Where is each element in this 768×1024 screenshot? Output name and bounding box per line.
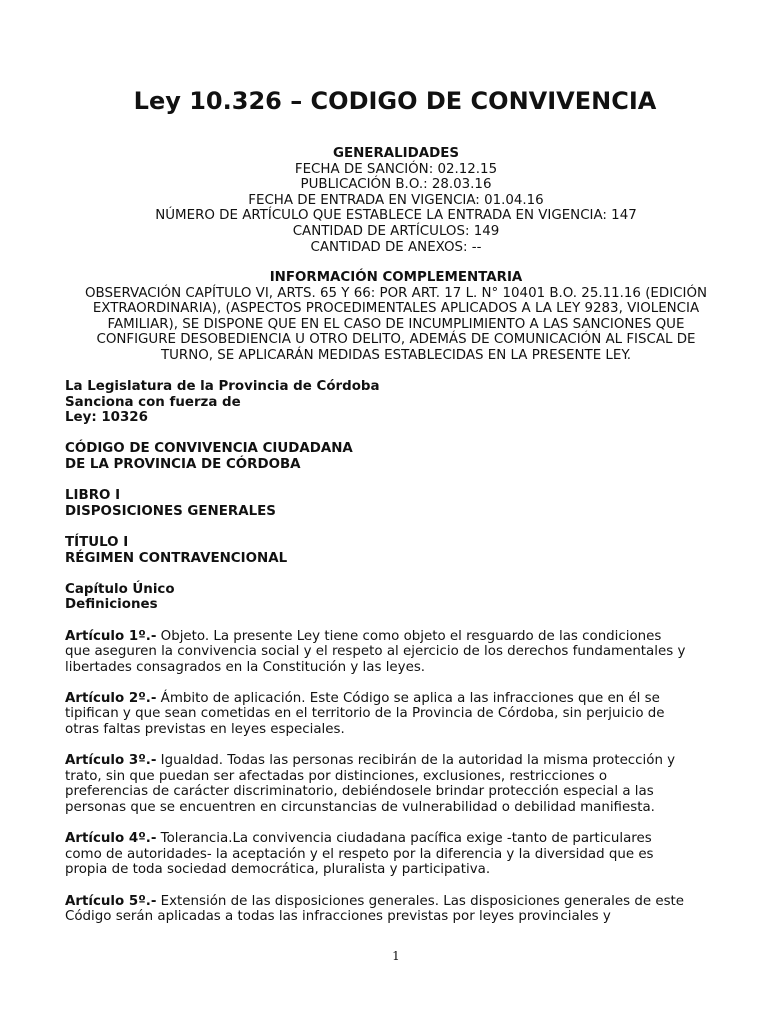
- article-3: [65, 753, 730, 815]
- preamble-line: Sanciona con fuerza de: [65, 394, 241, 410]
- libro-subheading: DISPOSICIONES GENERALES: [65, 503, 276, 519]
- article-2: [65, 691, 730, 738]
- codigo-heading: CÓDIGO DE CONVIVENCIA CIUDADANA: [65, 441, 353, 457]
- article-text: Tolerancia.La convivencia ciudadana pacífica exige -tanto de particulares: [156, 831, 652, 847]
- fecha-sancion: FECHA DE SANCIÓN: 02.12.15: [294, 161, 498, 177]
- page-number: 1: [392, 949, 400, 963]
- article-text: Igualdad. Todas las personas recibirán de la autoridad la misma protección y: [156, 753, 676, 769]
- article-text: Extensión de las disposiciones generales. Las disposiciones generales de este: [156, 893, 685, 909]
- informacion-section: [40, 270, 752, 364]
- preamble-line: La Legislatura de la Provincia de Córdoba: [65, 379, 380, 394]
- publicacion-bo: PUBLICACIÓN B.O.: 28.03.16: [300, 177, 492, 193]
- numero-articulo-vigencia: NÚMERO DE ARTÍCULO QUE ESTABLECE LA ENTRADA EN VIGENCIA: 147: [155, 208, 637, 224]
- article-label: Artículo 2º.-: [65, 690, 157, 706]
- article-text: libertades consagrados en la Constitución y las leyes.: [65, 659, 426, 675]
- generalidades-heading: GENERALIDADES: [332, 146, 460, 161]
- article-label: Artículo 1º.-: [65, 628, 157, 644]
- article-4: [65, 831, 730, 878]
- article-text: tipifican y que sean cometidas en el territorio de la Provincia de Córdoba, sin perjuicio de: [65, 706, 665, 722]
- capitulo-subheading: Definiciones: [65, 597, 158, 613]
- observacion-line: TURNO, SE APLICARÁN MEDIDAS ESTABLECIDAS EN LA PRESENTE LEY.: [160, 347, 632, 363]
- observacion-line: CONFIGURE DESOBEDIENCIA U OTRO DELITO, ADEMÁS DE COMUNICACIÓN AL FISCAL DE: [96, 332, 696, 348]
- article-label: Artículo 4º.-: [65, 831, 157, 847]
- titulo-heading: TÍTULO I: [65, 534, 129, 550]
- document-title: Ley 10.326 – CODIGO DE CONVIVENCIA: [133, 87, 657, 115]
- observacion-line: OBSERVACIÓN CAPÍTULO VI, ARTS. 65 Y 66: POR ART. 17 L. N° 10401 B.O. 25.11.16 (EDICIÓN: [85, 285, 707, 301]
- capitulo-heading: Capítulo Único: [65, 581, 175, 597]
- titulo-subheading: RÉGIMEN CONTRAVENCIONAL: [65, 550, 288, 566]
- generalidades-section: [40, 146, 752, 255]
- informacion-heading: INFORMACIÓN COMPLEMENTARIA: [269, 270, 523, 285]
- article-text: que aseguren la convivencia social y el respeto al ejercicio de los derechos fundamentales y: [65, 644, 686, 660]
- article-text: Código serán aplicadas a todas las infracciones previstas por leyes provinciales y: [65, 909, 611, 925]
- article-text: como de autoridades- la aceptación y el respeto por la diferencia y la diversidad que es: [65, 846, 654, 862]
- libro-heading: LIBRO I: [65, 488, 121, 504]
- article-5: [65, 894, 730, 925]
- document-body: [65, 379, 730, 940]
- article-text: trato, sin que puedan ser afectadas por distinciones, exclusiones, restricciones o: [65, 768, 608, 784]
- article-label: Artículo 5º.-: [65, 893, 157, 909]
- article-text: Ámbito de aplicación. Este Código se aplica a las infracciones que en él se: [156, 690, 660, 706]
- article-text: personas que se encuentren en circunstancias de vulnerabilidad o debilidad manifiesta.: [65, 800, 655, 816]
- article-text: propia de toda sociedad democrática, pluralista y participativa.: [65, 862, 491, 878]
- observacion-line: FAMILIAR), SE DISPONE QUE EN EL CASO DE INCUMPLIMIENTO A LAS SANCIONES QUE: [107, 316, 685, 332]
- fecha-vigencia: FECHA DE ENTRADA EN VIGENCIA: 01.04.16: [248, 192, 544, 208]
- article-text: otras faltas previstas en leyes especiales.: [65, 722, 345, 738]
- cantidad-articulos: CANTIDAD DE ARTÍCULOS: 149: [292, 223, 500, 239]
- observacion-line: EXTRAORDINARIA), (ASPECTOS PROCEDIMENTALES APLICADOS A LA LEY 9283, VIOLENCIA: [92, 301, 700, 317]
- codigo-heading: DE LA PROVINCIA DE CÓRDOBA: [65, 456, 301, 472]
- article-text: Objeto. La presente Ley tiene como objeto el resguardo de las condiciones: [156, 628, 662, 644]
- article-1: [65, 629, 730, 676]
- preamble-line: Ley: 10326: [65, 410, 148, 426]
- cantidad-anexos: CANTIDAD DE ANEXOS: --: [310, 239, 482, 255]
- article-label: Artículo 3º.-: [65, 753, 157, 769]
- article-text: preferencias de carácter discriminatorio, debiéndosele brindar protección especial a las: [65, 784, 654, 800]
